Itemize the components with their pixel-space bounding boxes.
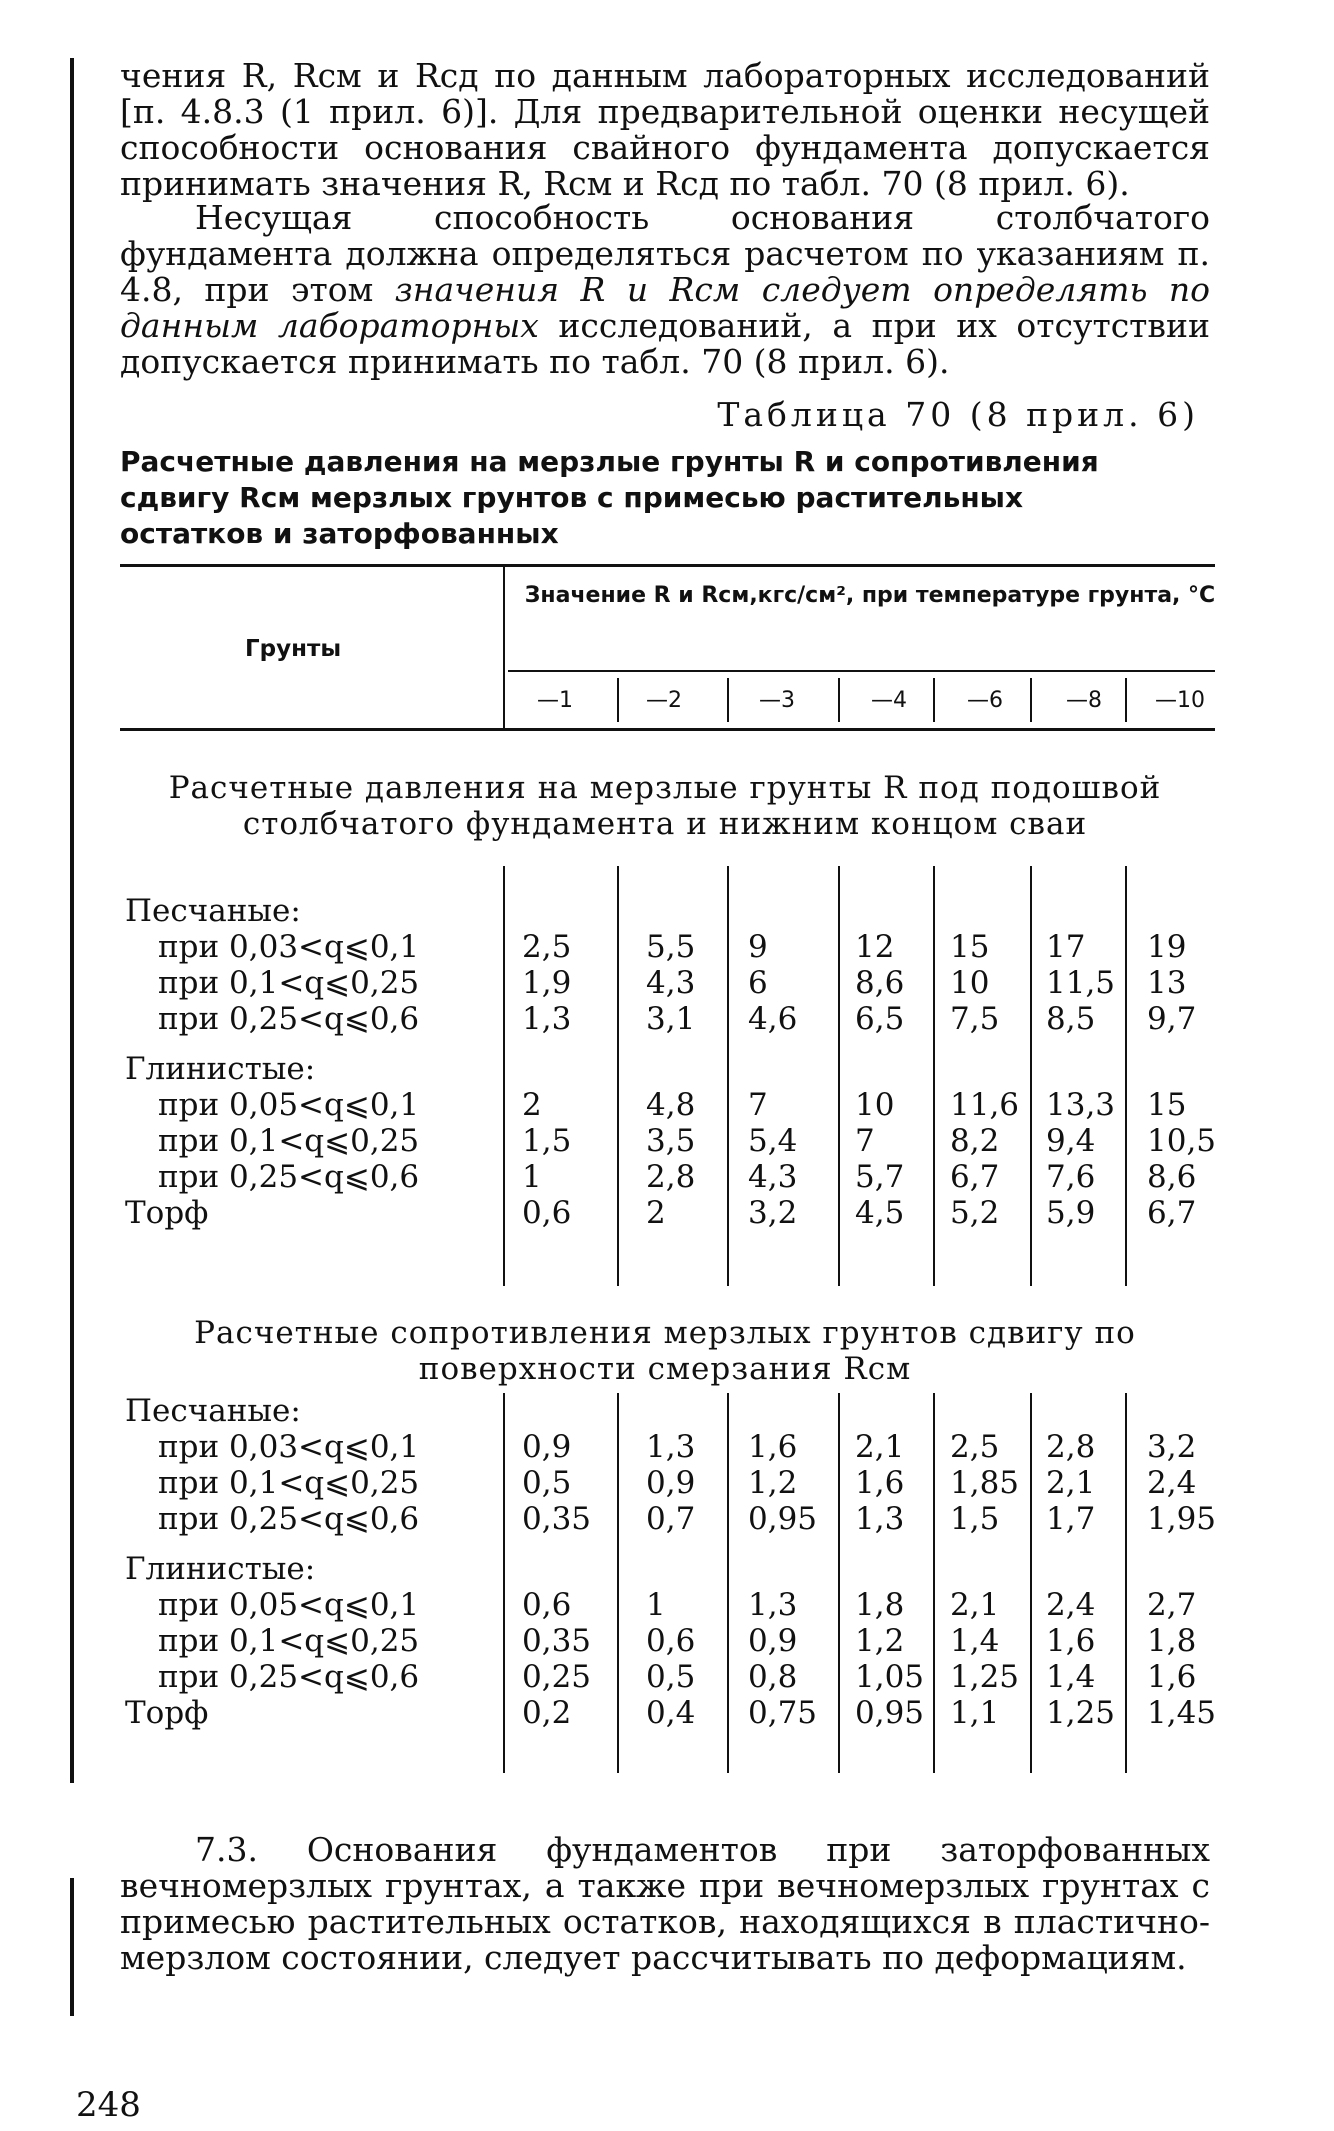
- row-label: при 0,1<q⩽0,25: [158, 1623, 420, 1659]
- value-cell: 1,5: [522, 1123, 572, 1159]
- temperature-header-cell: —8: [1066, 688, 1102, 713]
- value-cell: 13: [1147, 965, 1187, 1001]
- table-row: [0, 965, 1334, 1001]
- value-cell: 1,4: [950, 1623, 1000, 1659]
- table-row: [0, 1429, 1334, 1465]
- value-cell: 13,3: [1046, 1087, 1116, 1123]
- value-cell: 0,6: [522, 1587, 572, 1623]
- value-cell: 7,6: [1046, 1159, 1096, 1195]
- value-cell: 0,9: [646, 1465, 696, 1501]
- value-cell: 1,25: [1046, 1695, 1116, 1731]
- value-cell: 2,1: [1046, 1465, 1096, 1501]
- row-label: при 0,03<q⩽0,1: [158, 1429, 420, 1465]
- value-cell: 10: [855, 1087, 895, 1123]
- temperature-divider: [1125, 678, 1127, 722]
- value-cell: 4,8: [646, 1087, 696, 1123]
- closing-paragraph: 7.3. Основания фундаментов при заторфованных вечномерзлых грунтах, а также при вечномерзлых грунтах с примесью растительных остатков, находящихся в пластично-мерзлом состоянии, следует рассчитывать по деформациям.: [120, 1830, 1210, 1977]
- value-cell: 9,4: [1046, 1123, 1096, 1159]
- row-label: при 0,1<q⩽0,25: [158, 1465, 420, 1501]
- value-cell: 5,4: [748, 1123, 798, 1159]
- value-cell: 1: [522, 1159, 542, 1195]
- value-cell: 0,25: [522, 1659, 592, 1695]
- temperature-header-cell: —10: [1155, 688, 1205, 713]
- table-row: [0, 1695, 1334, 1731]
- temperature-header-cell: —1: [537, 688, 573, 713]
- temperature-divider: [727, 678, 729, 722]
- value-cell: 2,1: [950, 1587, 1000, 1623]
- row-label: Глинистые:: [125, 1051, 316, 1087]
- temperature-header-cell: —4: [871, 688, 907, 713]
- value-cell: 1,8: [1147, 1623, 1197, 1659]
- table-row: [0, 1623, 1334, 1659]
- value-cell: 0,9: [748, 1623, 798, 1659]
- value-cell: 2,5: [950, 1429, 1000, 1465]
- row-label: Песчаные:: [125, 1393, 301, 1429]
- value-cell: 1,2: [748, 1465, 798, 1501]
- row-label: при 0,25<q⩽0,6: [158, 1159, 420, 1195]
- table-row: [0, 1393, 1334, 1429]
- intro-paragraph-2-start: Несущая способность основания столбчатого фундамента должна определяться расчетом по указаниям п. 4.8, при этом: [120, 198, 1210, 309]
- value-cell: 1,6: [1046, 1623, 1096, 1659]
- value-cell: 0,35: [522, 1623, 592, 1659]
- value-cell: 3,2: [748, 1195, 798, 1231]
- value-cell: 1,1: [950, 1695, 1000, 1731]
- table-row: [0, 1159, 1334, 1195]
- value-cell: 3,2: [1147, 1429, 1197, 1465]
- row-label: при 0,1<q⩽0,25: [158, 1123, 420, 1159]
- value-cell: 15: [950, 929, 990, 965]
- row-label: при 0,25<q⩽0,6: [158, 1659, 420, 1695]
- value-cell: 7,5: [950, 1001, 1000, 1037]
- row-label: при 0,25<q⩽0,6: [158, 1501, 420, 1537]
- value-cell: 4,5: [855, 1195, 905, 1231]
- row-label: Торф: [125, 1195, 209, 1231]
- value-cell: 2,1: [855, 1429, 905, 1465]
- value-cell: 0,6: [646, 1623, 696, 1659]
- value-cell: 19: [1147, 929, 1187, 965]
- value-cell: 0,75: [748, 1695, 818, 1731]
- temperature-header-cell: —2: [646, 688, 682, 713]
- table-row: [0, 1001, 1334, 1037]
- header-inner-rule: [508, 670, 1215, 672]
- page-number: 248: [76, 2085, 141, 2125]
- value-cell: 0,2: [522, 1695, 572, 1731]
- table-title: Расчетные давления на мерзлые грунты R и сопротивления сдвигу Rсм мерзлых грунтов с примесью растительных остатков и заторфованных: [120, 445, 1099, 550]
- temperature-header-cell: —3: [759, 688, 795, 713]
- value-cell: 2: [646, 1195, 666, 1231]
- value-cell: 1: [646, 1587, 666, 1623]
- table-row: [0, 893, 1334, 929]
- value-cell: 6: [748, 965, 768, 1001]
- value-cell: 8,2: [950, 1123, 1000, 1159]
- row-label: при 0,25<q⩽0,6: [158, 1001, 420, 1037]
- table-caption: Таблица 70 (8 прил. 6): [717, 395, 1199, 434]
- value-cell: 1,7: [1046, 1501, 1096, 1537]
- value-cell: 8,6: [855, 965, 905, 1001]
- temperature-divider: [617, 678, 619, 722]
- row-label: Глинистые:: [125, 1551, 316, 1587]
- temperature-divider: [838, 678, 840, 722]
- table-row: [0, 929, 1334, 965]
- value-cell: 8,5: [1046, 1001, 1096, 1037]
- value-cell: 0,5: [522, 1465, 572, 1501]
- value-cell: 0,35: [522, 1501, 592, 1537]
- value-cell: 17: [1046, 929, 1086, 965]
- value-cell: 1,6: [855, 1465, 905, 1501]
- intro-paragraph-2-end: исследований, а при их отсутствии допускается принимать по табл. 70 (8 прил. 6).: [120, 306, 1211, 381]
- value-cell: 7: [748, 1087, 768, 1123]
- value-cell: 3,1: [646, 1001, 696, 1037]
- value-cell: 1,85: [950, 1465, 1020, 1501]
- value-cell: 0,6: [522, 1195, 572, 1231]
- intro-paragraph-2: [120, 200, 1210, 380]
- value-cell: 10,5: [1147, 1123, 1217, 1159]
- value-cell: 1,5: [950, 1501, 1000, 1537]
- value-cell: 1,3: [522, 1001, 572, 1037]
- value-cell: 4,6: [748, 1001, 798, 1037]
- value-cell: 1,9: [522, 965, 572, 1001]
- soil-column-header: Грунты: [245, 636, 342, 662]
- row-label: при 0,05<q⩽0,1: [158, 1587, 420, 1623]
- header-bottom-rule: [120, 728, 1215, 731]
- row-label: при 0,05<q⩽0,1: [158, 1087, 420, 1123]
- value-cell: 6,7: [1147, 1195, 1197, 1231]
- value-cell: 6,5: [855, 1001, 905, 1037]
- row-label: при 0,03<q⩽0,1: [158, 929, 420, 965]
- value-cell: 2,8: [646, 1159, 696, 1195]
- margin-bar-bottom: [70, 1878, 74, 2016]
- value-cell: 4,3: [646, 965, 696, 1001]
- value-cell: 1,25: [950, 1659, 1020, 1695]
- value-cell: 5,9: [1046, 1195, 1096, 1231]
- value-cell: 15: [1147, 1087, 1187, 1123]
- temperature-header-cell: —6: [967, 688, 1003, 713]
- value-cell: 2,7: [1147, 1587, 1197, 1623]
- table-row: [0, 1659, 1334, 1695]
- value-cell: 2: [522, 1087, 542, 1123]
- temperature-divider: [1030, 678, 1032, 722]
- value-cell: 0,5: [646, 1659, 696, 1695]
- table-row: [0, 1587, 1334, 1623]
- value-cell: 2,8: [1046, 1429, 1096, 1465]
- row-label: при 0,1<q⩽0,25: [158, 965, 420, 1001]
- section1-title: Расчетные давления на мерзлые грунты R под подошвой столбчатого фундамента и нижним концом сваи: [168, 770, 1162, 842]
- value-cell: 6,7: [950, 1159, 1000, 1195]
- row-label: Песчаные:: [125, 893, 301, 929]
- value-cell: 0,9: [522, 1429, 572, 1465]
- value-cell: 5,7: [855, 1159, 905, 1195]
- value-cell: 11,5: [1046, 965, 1116, 1001]
- value-cell: 1,6: [748, 1429, 798, 1465]
- value-cell: 1,3: [855, 1501, 905, 1537]
- value-column-header: Значение R и Rсм,кгс/см², при температуре грунта, °С: [524, 583, 1216, 608]
- value-cell: 7: [855, 1123, 875, 1159]
- value-cell: 1,4: [1046, 1659, 1096, 1695]
- value-cell: 10: [950, 965, 990, 1001]
- value-cell: 1,6: [1147, 1659, 1197, 1695]
- value-cell: 1,3: [646, 1429, 696, 1465]
- table-row: [0, 1087, 1334, 1123]
- value-cell: 5,5: [646, 929, 696, 965]
- value-cell: 1,95: [1147, 1501, 1217, 1537]
- value-cell: 4,3: [748, 1159, 798, 1195]
- value-cell: 1,05: [855, 1659, 925, 1695]
- value-cell: 2,4: [1147, 1465, 1197, 1501]
- value-cell: 2,4: [1046, 1587, 1096, 1623]
- temperature-divider: [933, 678, 935, 722]
- value-cell: 2,5: [522, 929, 572, 965]
- value-cell: 1,45: [1147, 1695, 1217, 1731]
- table-top-rule: [120, 564, 1215, 567]
- value-cell: 9,7: [1147, 1001, 1197, 1037]
- value-cell: 3,5: [646, 1123, 696, 1159]
- section2-title: Расчетные сопротивления мерзлых грунтов сдвигу по поверхности смерзания Rсм: [194, 1315, 1136, 1387]
- value-cell: 5,2: [950, 1195, 1000, 1231]
- value-cell: 0,8: [748, 1659, 798, 1695]
- table-row: [0, 1465, 1334, 1501]
- intro-paragraph-2-italic: значения R и Rсм следует определять по данным лабораторных: [120, 270, 1210, 345]
- value-cell: 1,8: [855, 1587, 905, 1623]
- table-row: [0, 1501, 1334, 1537]
- table-row: [0, 1123, 1334, 1159]
- value-cell: 0,7: [646, 1501, 696, 1537]
- intro-paragraph-1: чения R, Rсм и Rсд по данным лабораторных исследований [п. 4.8.3 (1 прил. 6)]. Для предварительной оценки несущей способности основания свайного фундамента допускается принимать значения R, Rсм и Rсд по табл. 70 (8 прил. 6).: [120, 56, 1210, 203]
- value-cell: 8,6: [1147, 1159, 1197, 1195]
- table-row: [0, 1051, 1334, 1087]
- table-row: [0, 1195, 1334, 1231]
- value-cell: 0,95: [855, 1695, 925, 1731]
- row-label: Торф: [125, 1695, 209, 1731]
- value-cell: 9: [748, 929, 768, 965]
- table-row: [0, 1551, 1334, 1587]
- value-cell: 11,6: [950, 1087, 1020, 1123]
- value-cell: 1,2: [855, 1623, 905, 1659]
- value-cell: 0,4: [646, 1695, 696, 1731]
- value-cell: 12: [855, 929, 895, 965]
- value-cell: 0,95: [748, 1501, 818, 1537]
- value-cell: 1,3: [748, 1587, 798, 1623]
